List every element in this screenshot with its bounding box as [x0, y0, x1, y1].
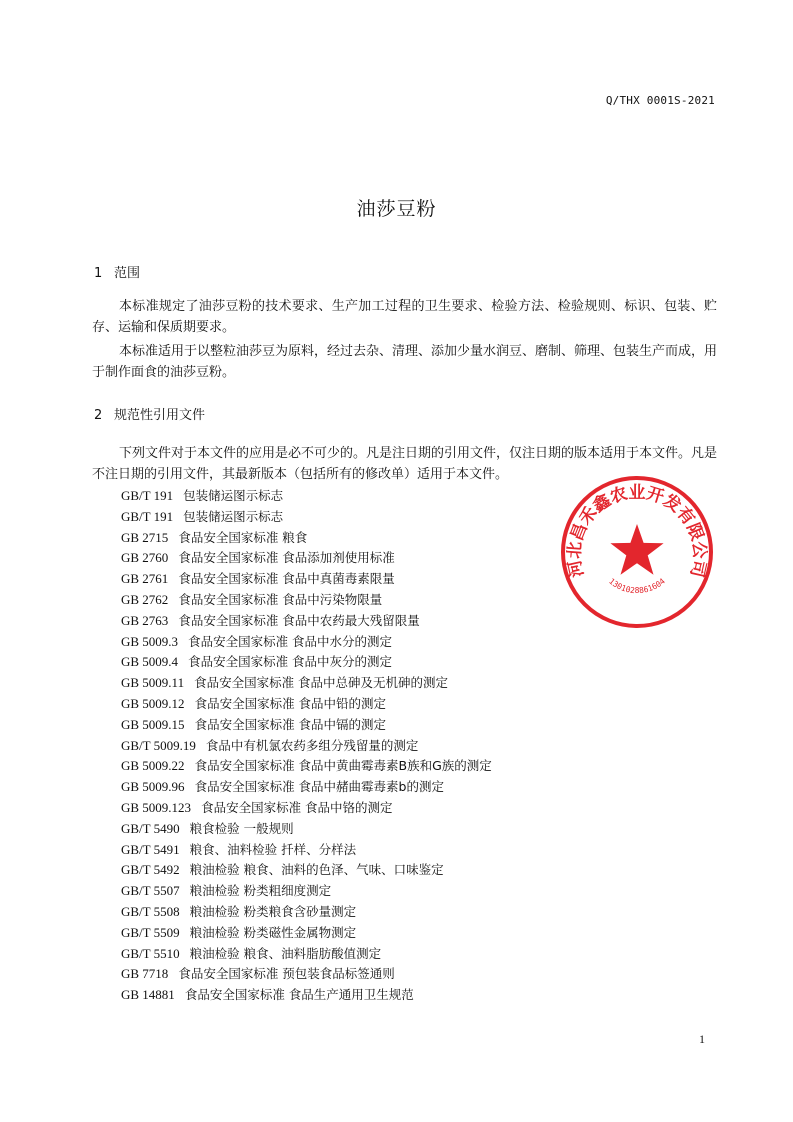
reference-code: GB/T 5009.19 [121, 737, 196, 753]
reference-name: 食品安全国家标准 食品添加剂使用标准 [178, 550, 395, 566]
reference-code: GB/T 5509 [121, 924, 180, 940]
reference-item [121, 944, 492, 965]
reference-item [121, 528, 492, 549]
reference-code: GB 5009.96 [121, 779, 185, 795]
reference-name: 粮油检验 粉类粮食含砂量测定 [189, 903, 357, 919]
reference-item [121, 486, 492, 507]
reference-code: GB/T 191 [121, 488, 174, 503]
reference-code: GB 2760 [121, 550, 169, 566]
document-title: 油莎豆粉 [356, 198, 437, 220]
reference-item [121, 569, 492, 590]
reference-name: 粮油检验 粉类粗细度测定 [189, 883, 332, 899]
reference-code: GB/T 191 [121, 508, 174, 524]
reference-item [121, 590, 492, 611]
reference-code: GB/T 5490 [121, 820, 180, 836]
reference-code: GB/T 5492 [121, 862, 180, 878]
reference-code: GB 14881 [121, 987, 175, 1003]
reference-name: 食品安全国家标准 食品生产通用卫生规范 [184, 987, 414, 1003]
reference-name: 食品安全国家标准 食品中铅的测定 [194, 695, 387, 711]
reference-code: GB/T 5510 [121, 945, 180, 961]
reference-item [121, 798, 492, 819]
reference-code: GB/T 5507 [121, 883, 180, 899]
reference-code: GB 5009.15 [121, 716, 185, 732]
reference-name: 食品中有机氯农药多组分残留量的测定 [205, 737, 419, 753]
section-number: 1 [94, 266, 103, 281]
reference-code: GB 5009.11 [121, 675, 185, 691]
reference-name: 食品安全国家标准 食品中黄曲霉毒素B族和G族的测定 [194, 758, 492, 774]
reference-name: 粮食检验 一般规则 [189, 820, 294, 836]
reference-code: GB 2762 [121, 591, 169, 607]
reference-item [121, 923, 492, 944]
reference-item [121, 902, 492, 923]
reference-code: GB 5009.4 [121, 654, 179, 670]
section-number: 2 [94, 408, 103, 423]
reference-code: GB 5009.123 [121, 799, 192, 815]
section-title: 范围 [114, 266, 141, 281]
page-number: 1 [699, 1032, 705, 1046]
reference-code: GB/T 5508 [121, 903, 180, 919]
reference-name: 食品安全国家标准 食品中农药最大残留限量 [178, 612, 420, 628]
reference-name: 粮油检验 粉类磁性金属物测定 [189, 924, 357, 940]
reference-item [121, 548, 492, 569]
section-1-heading [94, 262, 140, 281]
reference-item [121, 736, 492, 757]
reference-item [121, 860, 492, 881]
reference-name: 食品安全国家标准 食品中水分的测定 [188, 633, 393, 649]
references-intro-paragraph: 下列文件对于本文件的应用是必不可少的。凡是注日期的引用文件，仅注日期的版本适用于本文件。凡是不注日期的引用文件，其最新版本（包括所有的修改单）适用于本文件。 [92, 446, 718, 482]
reference-item [121, 507, 492, 528]
section-2-heading [94, 404, 205, 423]
reference-item [121, 840, 492, 861]
reference-item [121, 632, 492, 653]
reference-name: 食品安全国家标准 粮食 [178, 529, 308, 545]
reference-item [121, 611, 492, 632]
reference-code: GB 5009.3 [121, 633, 179, 649]
reference-item [121, 756, 492, 777]
reference-item [121, 694, 492, 715]
seal-number: 1301028861604 [607, 576, 667, 596]
reference-name: 食品安全国家标准 食品中赭曲霉毒素b的测定 [194, 779, 444, 795]
section-title: 规范性引用文件 [114, 408, 206, 423]
reference-name: 食品安全国家标准 食品中灰分的测定 [188, 654, 393, 670]
reference-code: GB 5009.22 [121, 758, 185, 774]
reference-name: 粮油检验 粮食、油料的色泽、气味、口味鉴定 [189, 862, 444, 878]
reference-code: GB 2715 [121, 529, 169, 545]
reference-code: GB 2763 [121, 612, 169, 628]
reference-name: 食品安全国家标准 食品中真菌毒素限量 [178, 571, 395, 587]
reference-name: 粮食、油料检验 扦样、分样法 [189, 841, 357, 857]
reference-name: 食品安全国家标准 食品中总砷及无机砷的测定 [194, 675, 449, 691]
reference-name: 包装储运图示标志 [183, 508, 284, 524]
reference-name: 食品安全国家标准 预包装食品标签通则 [178, 966, 395, 982]
scope-paragraph-2: 本标准适用于以整粒油莎豆为原料，经过去杂、清理、添加少量水润豆、磨制、筛理、包装生产而成，用于制作面食的油莎豆粉。 [92, 344, 718, 380]
reference-code: GB 7718 [121, 966, 169, 982]
reference-name: 食品安全国家标准 食品中铬的测定 [201, 799, 393, 815]
reference-list [121, 486, 492, 1006]
reference-code: GB 2761 [121, 571, 169, 587]
reference-item [121, 777, 492, 798]
scope-paragraph-1: 本标准规定了油莎豆粉的技术要求、生产加工过程的卫生要求、检验方法、检验规则、标识、包装、贮存、运输和保质期要求。 [92, 299, 717, 335]
reference-code: GB/T 5491 [121, 841, 180, 857]
reference-item [121, 652, 492, 673]
reference-code: GB 5009.12 [121, 695, 185, 711]
reference-item [121, 819, 492, 840]
reference-item [121, 985, 492, 1006]
reference-name: 包装储运图示标志 [183, 488, 284, 503]
seal-star-icon [610, 524, 663, 575]
company-seal [557, 472, 717, 632]
reference-name: 粮油检验 粮食、油料脂肪酸值测定 [189, 945, 382, 961]
reference-name: 食品安全国家标准 食品中污染物限量 [178, 591, 383, 607]
seal-text: 河北昌禾鑫农业开发有限公司 [564, 482, 710, 579]
reference-name: 食品安全国家标准 食品中镉的测定 [194, 716, 387, 732]
reference-item [121, 673, 492, 694]
standard-code: Q/THX 0001S-2021 [605, 94, 715, 107]
reference-item [121, 715, 492, 736]
reference-item [121, 964, 492, 985]
reference-item [121, 881, 492, 902]
